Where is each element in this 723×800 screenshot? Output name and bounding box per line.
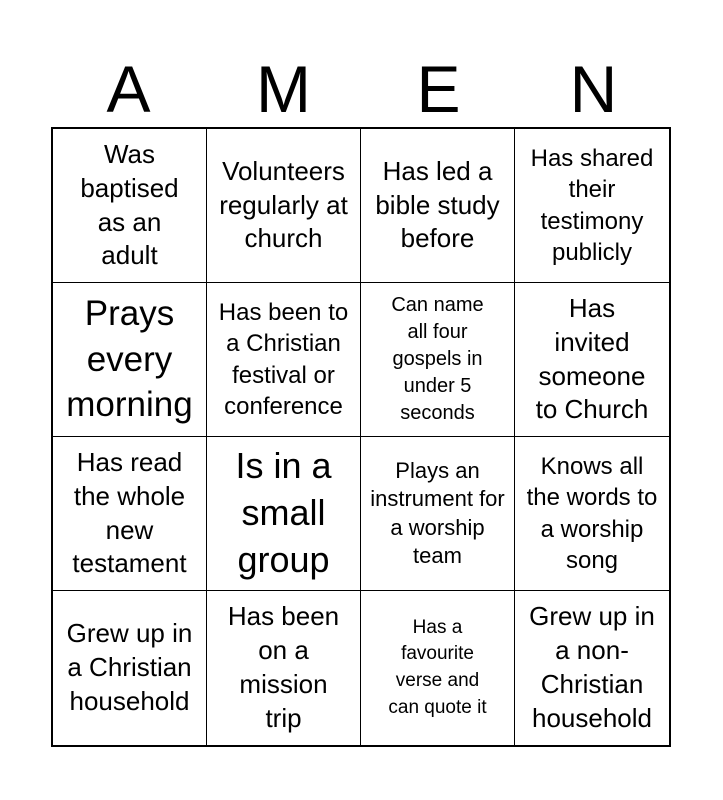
- header-letter-n: N: [569, 52, 618, 126]
- bingo-cell[interactable]: [361, 283, 515, 437]
- header-letter-m: M: [256, 52, 311, 126]
- bingo-cell[interactable]: [515, 129, 669, 283]
- cell-text: Grew up in a Christian household: [66, 618, 193, 716]
- bingo-cell[interactable]: [361, 437, 515, 591]
- cell-text: Grew up in a non-Christian household: [529, 601, 655, 733]
- bingo-cell[interactable]: [53, 129, 207, 283]
- bingo-cell[interactable]: [53, 283, 207, 437]
- bingo-cell[interactable]: [361, 129, 515, 283]
- cell-text: Prays every morning: [66, 294, 193, 425]
- cell-text: Has led a bible study before: [375, 155, 500, 254]
- header-letter-a: A: [106, 52, 151, 126]
- cell-text: Was baptised as an adult: [80, 138, 179, 271]
- bingo-cell[interactable]: [515, 591, 669, 745]
- cell-text: Has a favourite verse and can quote it: [388, 616, 487, 718]
- bingo-cell[interactable]: [207, 591, 361, 745]
- bingo-board: [51, 127, 671, 747]
- cell-text: Has been to a Christian festival or conference: [218, 299, 349, 420]
- bingo-cell[interactable]: [53, 591, 207, 745]
- bingo-cell[interactable]: [207, 283, 361, 437]
- cell-text: Can name all four gospels in under 5 seconds: [391, 294, 484, 424]
- cell-text: Volunteers regularly at church: [219, 155, 348, 254]
- bingo-header: [51, 50, 671, 128]
- bingo-cell[interactable]: [515, 283, 669, 437]
- cell-text: Knows all the words to a worship song: [526, 453, 658, 574]
- header-letter-e: E: [416, 52, 461, 126]
- cell-text: Has read the whole new testament: [72, 446, 187, 579]
- bingo-cell[interactable]: [53, 437, 207, 591]
- bingo-cell[interactable]: [207, 129, 361, 283]
- bingo-cell[interactable]: [207, 437, 361, 591]
- bingo-cell[interactable]: [361, 591, 515, 745]
- cell-text: Has shared their testimony publicly: [530, 145, 654, 266]
- bingo-cell[interactable]: [515, 437, 669, 591]
- cell-text: Plays an instrument for a worship team: [370, 458, 505, 568]
- cell-text: Has been on a mission trip: [227, 601, 340, 733]
- cell-text: Is in a small group: [235, 445, 332, 580]
- cell-text: Has invited someone to Church: [535, 292, 649, 425]
